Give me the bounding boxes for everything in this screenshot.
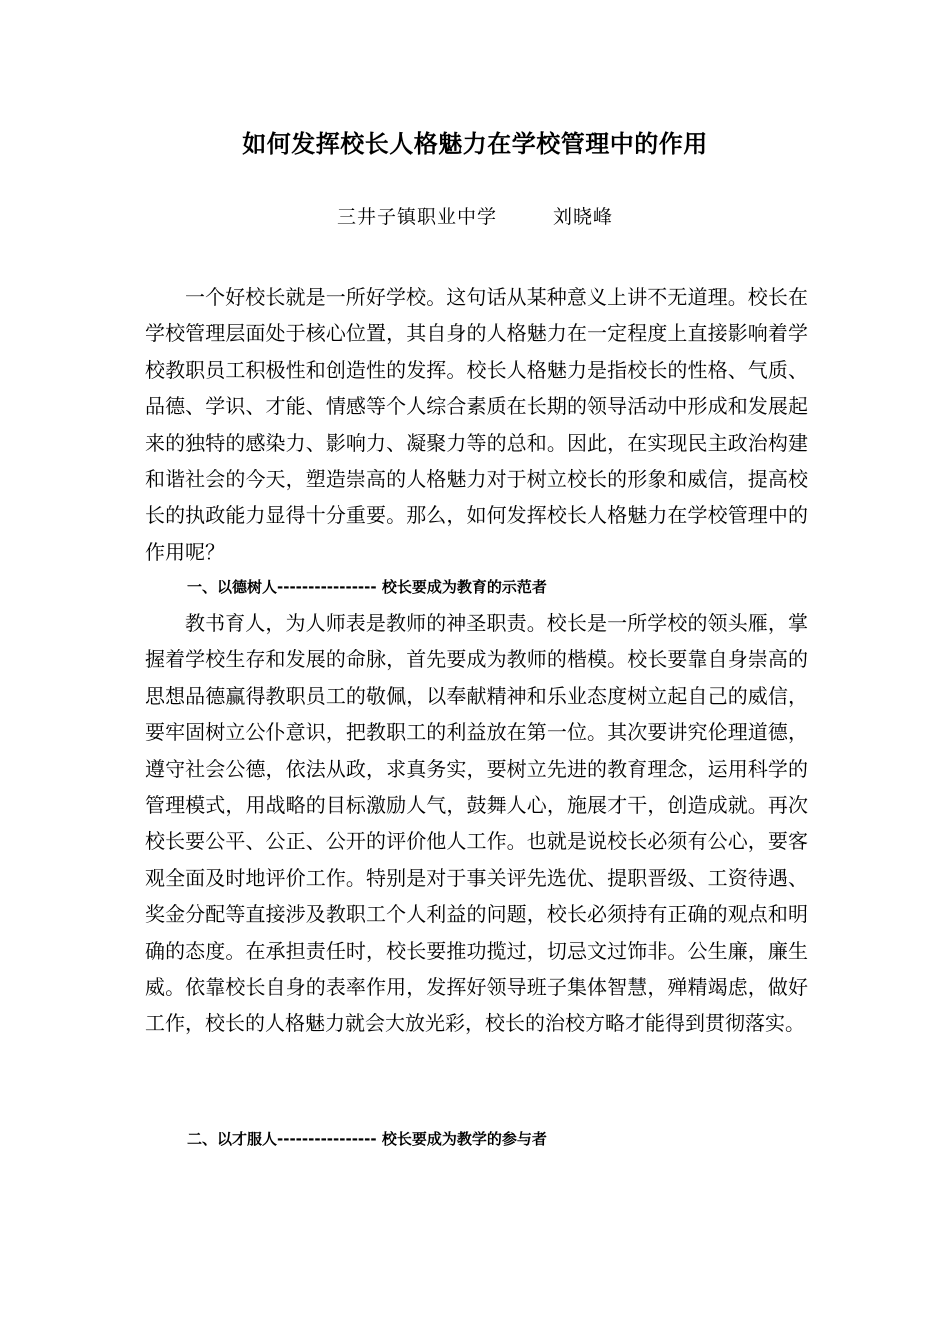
author-name: 刘晓峰	[553, 206, 614, 228]
document-title: 如何发挥校长人格魅力在学校管理中的作用	[242, 129, 708, 158]
section-1-paragraph: 教书育人，为人师表是教师的神圣职责。校长是一所学校的领头雁，掌握着学校生存和发展的命脉，首先要成为教师的楷模。校长要靠自身崇高的思想品德赢得教职员工的敬佩，以奉献精神和乐业态度树立起自己的威信，要牢固树立公仆意识，把教职工的利益放在第一位。其次要讲究伦理道德，遵守社会公德，依法从政，求真务实，要树立先进的教育理念，运用科学的管理模式，用战略的目标激励人气，鼓舞人心，施展才干，创造成就。再次校长要公平、公正、公开的评价他人工作。也就是说校长必须有公心，要客观全面及时地评价工作。特别是对于事关评先选优、提职晋级、工资待遇、奖金分配等直接涉及教职工个人利益的问题，校长必须持有正确的观点和明确的态度。在承担责任时，校长要推功揽过，切忌文过饰非。公生廉，廉生威。依靠校长自身的表率作用，发挥好领导班子集体智慧，殚精竭虑，做好工作，校长的人格魅力就会大放光彩，校长的治校方略才能得到贯彻落实。	[145, 611, 808, 1036]
intro-paragraph: 一个好校长就是一所好学校。这句话从某种意义上讲不无道理。校长在学校管理层面处于核心位置，其自身的人格魅力在一定程度上直接影响着学校教职员工积极性和创造性的发挥。校长人格魅力是指校长的性格、气质、品德、学识、才能、情感等个人综合素质在长期的领导活动中形成和发展起来的独特的感染力、影响力、凝聚力等的总和。因此，在实现民主政治构建和谐社会的今天，塑造崇高的人格魅力对于树立校长的形象和威信，提高校长的执政能力显得十分重要。那么，如何发挥校长人格魅力在学校管理中的作用呢？	[145, 285, 808, 564]
byline	[0, 202, 950, 232]
section-heading-1: 一、以德树人---------------- 校长要成为教育的示范者	[187, 578, 547, 596]
school-name: 三井子镇职业中学	[336, 206, 497, 228]
section-heading-2: 二、以才服人---------------- 校长要成为教学的参与者	[187, 1130, 547, 1148]
